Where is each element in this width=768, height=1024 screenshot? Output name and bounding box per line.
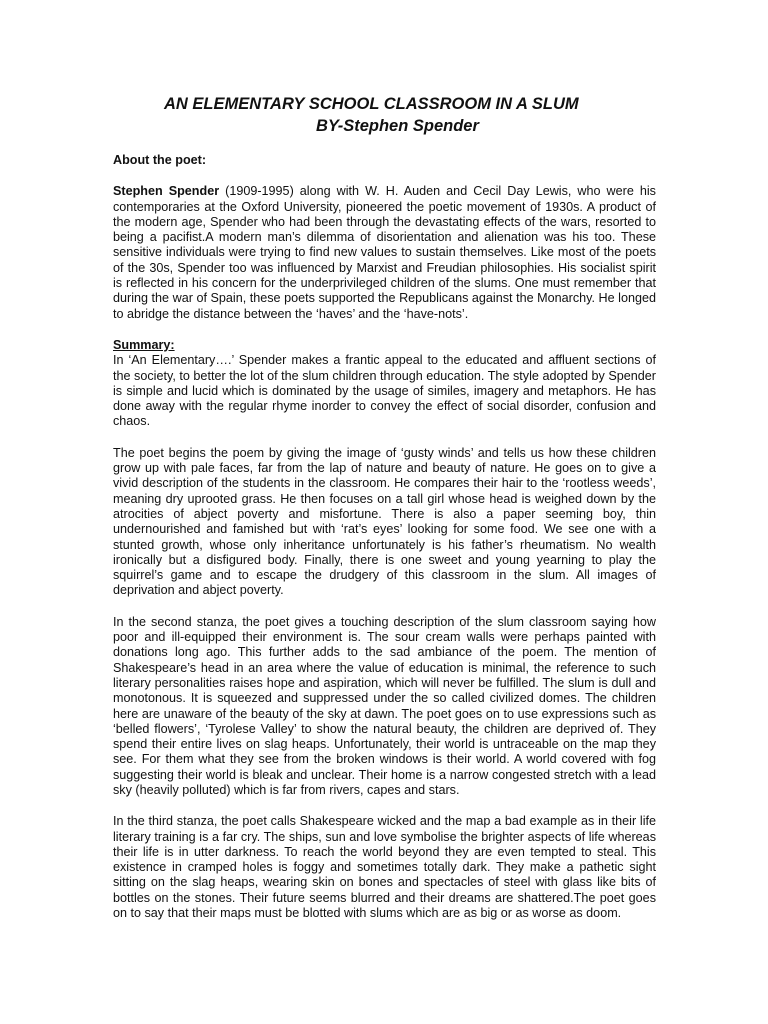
about-paragraph: [113, 184, 656, 322]
about-text: (1909-1995) along with W. H. Auden and Cecil Day Lewis, who were his contemporaries at the Oxford University, pioneered the poetic movement of 1930s. A product of the modern age, Spender who had been through the devastating effects of the wars, resorted to being a pacifist.A modern man’s dilemma of disorientation and alienation was his too. These sensitive individuals were trying to find new values to sustain themselves. Like most of the poets of the 30s, Spender too was influenced by Marxist and Freudian philosophies. His socialist spirit is reflected in his concern for the underprivileged children of the slums. One must remember that during the war of Spain, these poets supported the Republicans against the Monarchy. He longed to abridge the distance between the ‘haves’ and the ‘have-nots’.: [113, 184, 656, 321]
summary-paragraph-3: In the second stanza, the poet gives a touching description of the slum classroom saying how poor and ill-equipped their environment is. The sour cream walls were perhaps painted with donations long ago. This further adds to the sad ambiance of the poem. The mention of Shakespeare’s head in an area where the value of education is minimal, the reference to such literary personalities raises hope and aspiration, which will never be fulfilled. The slum is dull and monotonous. It is squeezed and suppressed under the so called civilized domes. The children here are unaware of the beauty of the sky at dawn. The poet goes on to use expressions such as ‘belled flowers’, ‘Tyrolese Valley’ to show the natural beauty, the children are deprived of. They spend their entire lives on slag heaps. Unfortunately, their world is untraceable on the map they see. For them what they see from the broken windows is their world. A world covered with fog suggesting their world is bleak and unclear. Their home is a narrow congested stretch with a lead sky (heavily polluted) which is far from rivers, capes and stars.: [113, 614, 656, 797]
title-block: [0, 93, 768, 137]
summary-paragraph-1: In ‘An Elementary….’ Spender makes a frantic appeal to the educated and affluent sections of the society, to better the lot of the slum children through education. The style adopted by Spender is simple and lucid which is dominated by the usage of similes, imagery and metaphors. He has done away with the regular rhyme inorder to convey the effect of social disorder, confusion and chaos.: [113, 353, 656, 429]
about-lead: Stephen Spender: [113, 184, 220, 199]
page-byline: BY-Stephen Spender: [316, 117, 479, 135]
summary-heading: Summary:: [113, 337, 175, 352]
about-heading: About the poet:: [113, 153, 207, 167]
summary-paragraph-2: The poet begins the poem by giving the image of ‘gusty winds’ and tells us how these children grow up with pale faces, far from the lap of nature and beauty of nature. He goes on to give a vivid description of the students in the classroom. He compares their hair to the ‘rootless weeds’, meaning dry uprooted grass. He then focuses on a tall girl whose head is weighed down by the atrocities of abject poverty and misfortune. There is also a paper seeming boy, thin undernourished and famished but with ‘rat’s eyes’ looking for some food. We see one with a stunted growth, whose only inheritance unfortunately is his father’s rheumatism. No wealth ironically but a disfigured body. Finally, there is one sweet and young yearning to play the squirrel’s game and to escape the drudgery of this classroom in the slum. All images of deprivation and abject poverty.: [113, 445, 656, 598]
summary-paragraph-4: In the third stanza, the poet calls Shakespeare wicked and the map a bad example as in their life literary training is a far cry. The ships, sun and love symbolise the brighter aspects of life whereas their life is in utter darkness. To reach the world beyond they are even tempted to steal. This existence in cramped holes is foggy and sometimes totally dark. They make a pathetic sight sitting on the slag heaps, wearing skin on bones and spectacles of steel with glass like bits of bottles on the stones. Their future seems blurred and their dreams are shattered.The poet goes on to say that their maps must be blotted with slums which are as big or as worse as doom.: [113, 814, 656, 921]
document-body: [113, 153, 656, 921]
page-title: AN ELEMENTARY SCHOOL CLASSROOM IN A SLUM: [164, 95, 579, 113]
